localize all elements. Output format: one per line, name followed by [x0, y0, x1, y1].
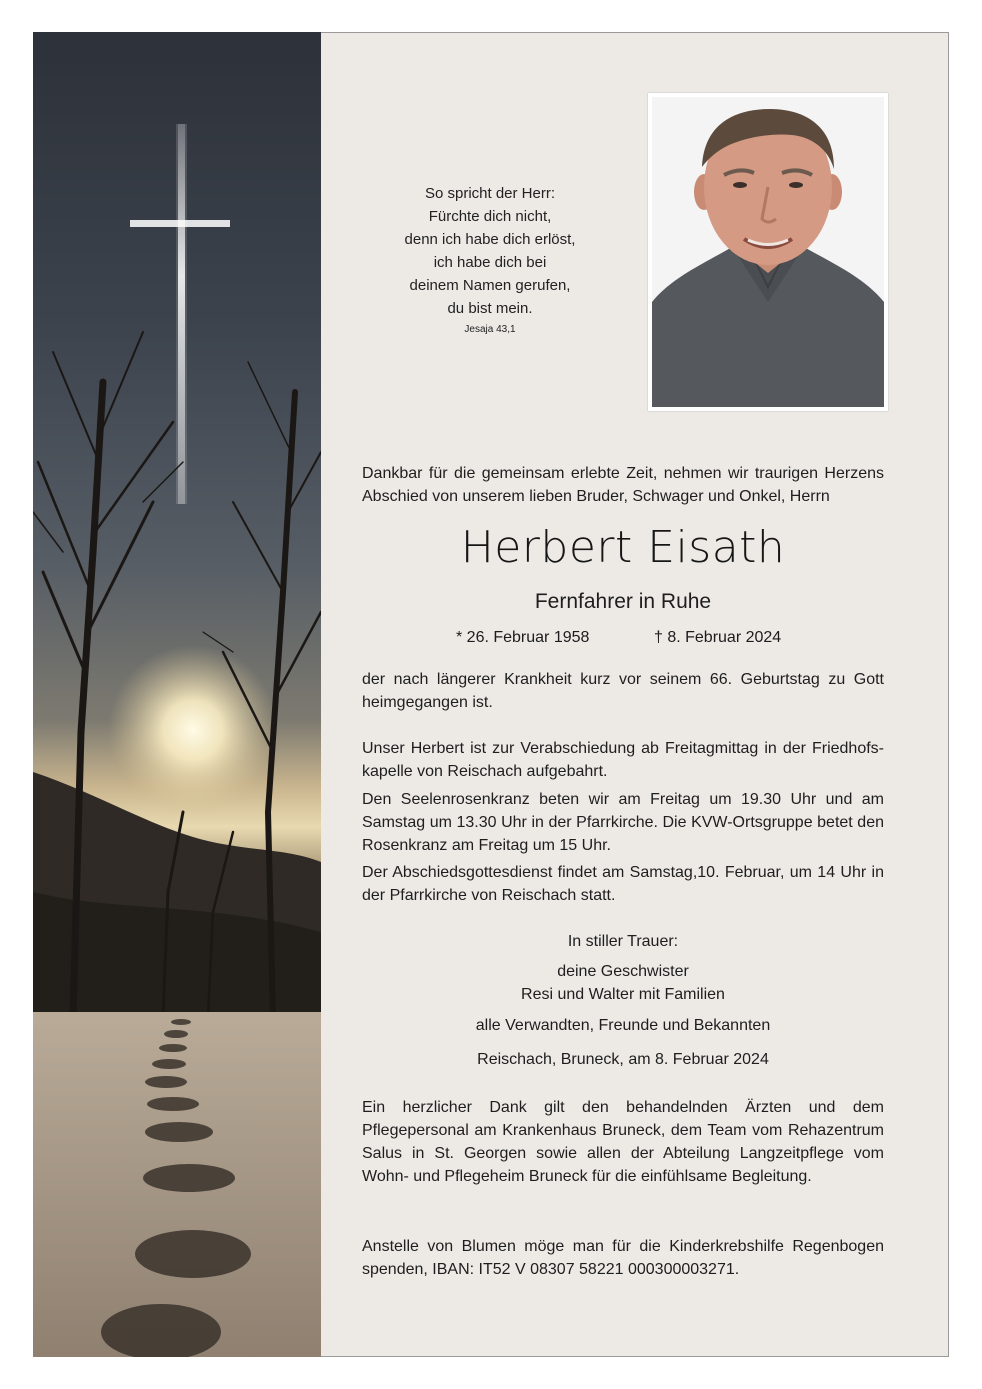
portrait-illustration	[652, 97, 884, 407]
death-date: † 8. Februar 2024	[654, 629, 782, 646]
arrangement-rosary: Den Seelenrosenkranz beten wir am Freitag um 19.30 Uhr und am Samstag um 13.30 Uhr in der Pfarrkirche. Die KVW-Ortsgruppe betet den Rosenkranz am Freitag um 15 Uhr.	[362, 791, 884, 854]
passing-text: der nach längerer Krankheit kurz vor seinem 66. Geburtstag zu Gott heimgegangen ist.	[362, 671, 884, 711]
intro-text: Dankbar für die gemeinsam erlebte Zeit, nehmen wir traurigen Herzens Abschied von unserem lieben Bruder, Schwager und Onkel, Herrn	[362, 465, 884, 505]
verse-reference: Jesaja 43,1	[464, 324, 516, 335]
deceased-name: Herbert Eisath	[460, 522, 786, 573]
thanks-text: Ein herzlicher Dank gilt den behandelnden Ärzten und dem Pflegepersonal am Krankenhaus Bruneck, dem Team vom Rehazentrum Salus in St. Georgen sowie allen der Abteilung Langzeitpflege vom Wohn- und Pflegeheim Bruneck für die einfühlsame Begleitung.	[362, 1099, 884, 1185]
mourners-families: Resi und Walter mit Familien	[521, 986, 725, 1003]
deceased-occupation: Fernfahrer in Ruhe	[534, 590, 712, 613]
sun-icon	[108, 645, 278, 815]
verse-line: denn ich habe dich erlöst,	[404, 231, 576, 248]
portrait-photo	[648, 93, 888, 411]
verse-line: So spricht der Herr:	[424, 185, 556, 202]
donation-text: Anstelle von Blumen möge man für die Kinderkrebshilfe Regenbogen spenden, IBAN: IT52 V 08307 58221 000300003271.	[362, 1238, 884, 1278]
mourners-siblings: deine Geschwister	[557, 963, 689, 980]
place-date: Reischach, Bruneck, am 8. Februar 2024	[477, 1051, 769, 1068]
bible-verse	[340, 182, 640, 338]
arrangement-funeral: Der Abschiedsgottesdienst findet am Samstag,10. Februar, um 14 Uhr in der Pfarrkirche von Reischach statt.	[362, 864, 884, 904]
cross-icon	[130, 124, 230, 504]
verse-line: deinem Namen gerufen,	[409, 277, 571, 294]
winter-landscape-illustration	[33, 32, 321, 1357]
arrangement-viewing: Unser Herbert ist zur Verabschiedung ab Freitagmittag in der Friedhofs-kapelle von Reischach aufgebahrt.	[362, 740, 884, 780]
verse-line: Fürchte dich nicht,	[428, 208, 552, 225]
birth-date: * 26. Februar 1958	[456, 629, 590, 646]
mourners-relatives: alle Verwandten, Freunde und Bekannten	[475, 1017, 771, 1034]
mourners-heading: In stiller Trauer:	[567, 933, 679, 950]
verse-line: ich habe dich bei	[433, 254, 547, 271]
verse-line: du bist mein.	[447, 300, 533, 317]
landscape-image	[33, 32, 321, 1357]
